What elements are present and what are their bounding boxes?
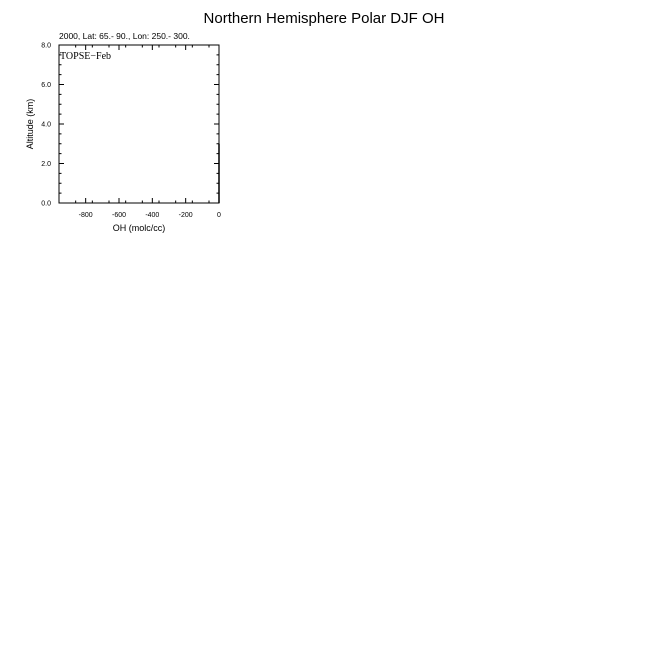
y-axis-ticks — [41, 43, 219, 208]
plot-frame — [59, 45, 219, 203]
x-tick-label: 0 — [217, 212, 221, 219]
y-tick-label: 4.0 — [41, 121, 51, 129]
y-tick-label: 8.0 — [41, 42, 51, 50]
chart-subtitle: 2000, Lat: 65.- 90., Lon: 250.- 300. — [59, 31, 190, 41]
y-axis-label: Altitude (km) — [25, 98, 35, 150]
chart-title: Northern Hemisphere Polar DJF OH — [203, 10, 445, 27]
x-tick-label: -400 — [145, 212, 160, 219]
x-tick-label: -800 — [78, 212, 93, 219]
x-tick-label: -600 — [111, 212, 127, 219]
x-tick-label: -200 — [178, 212, 193, 219]
x-axis-label: OH (molc/cc) — [112, 223, 166, 233]
y-tick-label: 2.0 — [41, 161, 51, 168]
y-tick-label: 0.0 — [41, 200, 51, 208]
y-tick-label: 6.0 — [41, 82, 51, 89]
plot-annotation: TOPSE−Feb — [60, 51, 112, 62]
x-axis-ticks — [59, 45, 221, 219]
